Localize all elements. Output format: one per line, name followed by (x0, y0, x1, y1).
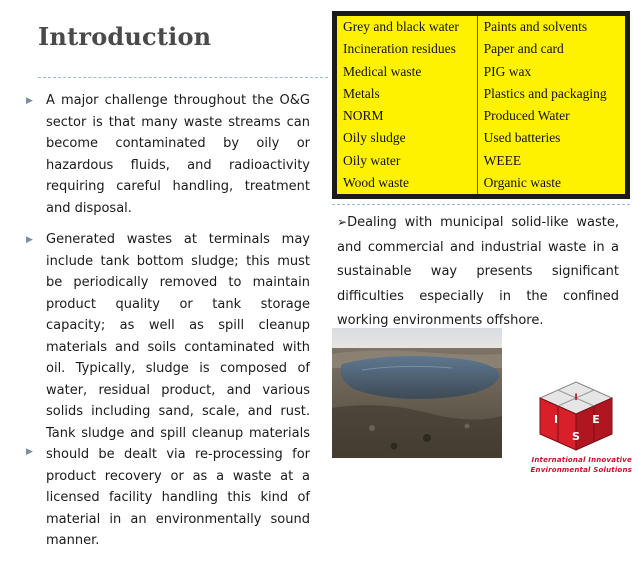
bullet-triangle-icon: ▶ (26, 234, 33, 244)
table-cell: Incineration residues (337, 38, 477, 60)
oil-pit-image (332, 328, 502, 458)
bullet-text: A major challenge throughout the O&G sector is that many waste streams can become contaminated by oily or hazardous fluids, and radioactivity requiring careful handling, treatment and disposal. (46, 93, 310, 216)
table-row (337, 16, 625, 38)
bullet-list (26, 90, 310, 562)
table-row (337, 105, 625, 127)
table-cell: Organic waste (483, 174, 561, 190)
table-cell: Plastics and packaging (483, 85, 607, 101)
arrow-bullet-icon: ➢ (337, 215, 348, 229)
table-cell: WEEE (483, 152, 522, 168)
table-cell: Wood waste (337, 172, 477, 194)
table-cell: Paper and card (483, 41, 564, 57)
table-row (337, 127, 625, 149)
cube-letter: I (553, 413, 559, 426)
table-cell: Medical waste (337, 61, 477, 83)
company-logo (520, 378, 632, 474)
bullet-triangle-icon: ▶ (26, 446, 33, 456)
table-cell: Produced Water (483, 108, 570, 124)
table-row (337, 83, 625, 105)
dealing-text: Dealing with municipal solid-like waste, and commercial and industrial waste in a sustainable way presents significant difficulties especially in the confined working environments offshore. (337, 215, 619, 328)
table-cell: Paints and solvents (483, 19, 588, 35)
oil-pit-photo (332, 328, 502, 458)
table-cell: Used batteries (483, 130, 561, 146)
table-cell: Oily sludge (337, 127, 477, 149)
section-divider (332, 204, 630, 205)
cube-letter: S (572, 430, 580, 443)
bullet-triangle-icon: ▶ (26, 95, 33, 105)
bullet-text: Generated wastes at terminals may include tank bottom sludge; this must be periodically removed to maintain product quality or tank storage capacity; as well as spill cleanup materials and soils contaminated with oil. Typically, sludge is composed of water, residual product, and various solids including sand, scale, and rust. Tank sludge and spill cleanup materials should be dealt via re-processing for product recovery or as a waste at a licensed facility handling this kind of material in an environmentally sound manner. (46, 232, 310, 548)
table-cell: Grey and black water (337, 16, 477, 38)
cube-logo-icon (520, 378, 632, 454)
logo-text-line2: Environmental Solutions (530, 466, 632, 474)
table-cell: PIG wax (483, 63, 532, 79)
table-cell: NORM (337, 105, 477, 127)
table-row (337, 61, 625, 83)
waste-table-grid (337, 16, 625, 194)
logo-text-line1: International Innovative (531, 456, 632, 464)
bullet-item (26, 229, 310, 552)
table-cell: Oily water (337, 150, 477, 172)
bullet-item (26, 90, 310, 219)
table-row (337, 172, 625, 194)
table-row (337, 38, 625, 60)
page-title: Introduction (38, 22, 212, 51)
title-divider (38, 77, 328, 78)
dealing-paragraph (337, 210, 619, 334)
cube-letter: I (574, 393, 578, 403)
table-cell: Metals (337, 83, 477, 105)
waste-types-table (332, 11, 630, 199)
cube-letter: E (592, 413, 600, 426)
table-row (337, 150, 625, 172)
